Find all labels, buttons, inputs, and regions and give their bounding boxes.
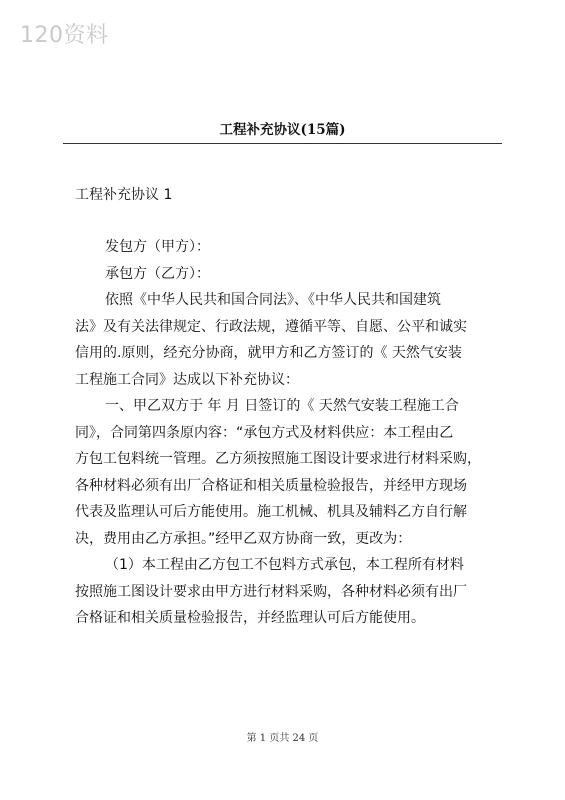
party-a-line: 发包方（甲方）：	[105, 239, 210, 255]
paragraph-line: 信用的.原则，经充分协商，就甲方和乙方签订的《 天然气安装	[75, 345, 462, 361]
party-b-line: 承包方（乙方）：	[105, 265, 210, 282]
paragraph-line: 方包工包料统一管理。乙方须按照施工图设计要求进行材料采购，	[75, 451, 481, 467]
paragraph-line: （1）本工程由乙方包工不包料方式承包，本工程所有材料	[105, 557, 464, 573]
document-body	[75, 234, 515, 632]
watermark-logo: 120资料	[20, 23, 109, 48]
page-number-footer: 第 1 页共 24 页	[246, 733, 319, 744]
paragraph-line: 代表及监理认可后方能使用。施工机械、机具及辅料乙方自行解	[75, 504, 467, 520]
paragraph-line: 决，费用由乙方承担。”经甲乙双方协商一致，更改为：	[75, 530, 412, 547]
document-title: 工程补充协议(15篇)	[219, 122, 346, 138]
section-heading: 工程补充协议 1	[75, 187, 173, 203]
paragraph-line: 合格证和相关质量检验报告，并经监理认可后方能使用。	[75, 610, 425, 626]
paragraph-line: 同》，合同第四条原内容：“承包方式及材料供应：本工程由乙	[75, 424, 454, 441]
title-divider	[63, 143, 502, 144]
paragraph-line: 按照施工图设计要求由甲方进行材料采购，各种材料必须有出厂	[75, 583, 467, 600]
paragraph-line: 依照《中华人民共和国合同法》、《中华人民共和国建筑	[105, 292, 441, 308]
paragraph-line: 工程施工合同》达成以下补充协议：	[75, 371, 299, 388]
paragraph-line: 一、甲乙双方于 年 月 日签订的《 天然气安装工程施工合	[105, 398, 459, 414]
paragraph-line: 法》及有关法律规定、行政法规，遵循平等、自愿、公平和诚实	[75, 318, 467, 335]
paragraph-line: 各种材料必须有出厂合格证和相关质量检验报告，并经甲方现场	[75, 477, 467, 494]
